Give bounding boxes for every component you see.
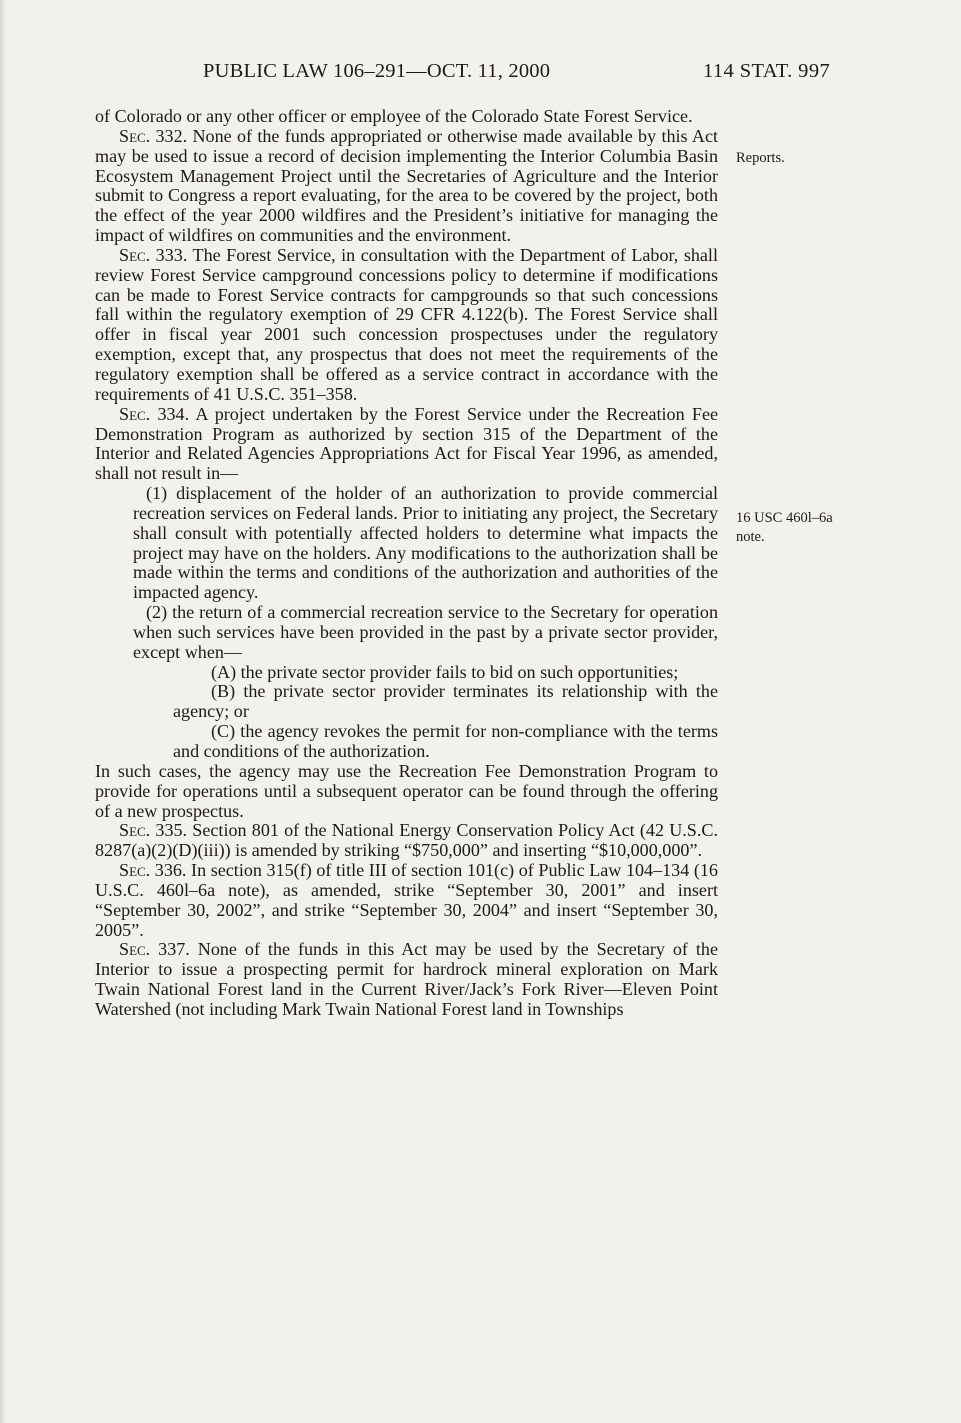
- law-body-text: [95, 107, 718, 1020]
- margin-note-reports: Reports.: [736, 150, 785, 166]
- section-335-label: Sec. 335.: [119, 820, 188, 841]
- paragraph-continuation: of Colorado or any other officer or employee of the Colorado State Forest Service.: [95, 106, 693, 126]
- margin-note-usc: [736, 509, 866, 547]
- list-item-c: (C) the agency revokes the permit for non-compliance with the terms and conditions of the authorization.: [173, 721, 718, 761]
- section-334-label: Sec. 334.: [119, 403, 190, 424]
- section-332-text: None of the funds appropriated or otherwise made available by this Act may be used to issue a record of decision implementing the Interior Columbia Basin Ecosystem Management Project until the Secretaries of Agriculture and the Interior submit to Congress a report evaluating, for the area to be covered by the project, both the effect of the year 2000 wildfires and the President’s initiative for managing the impact of wildfires on communities and the environment.: [95, 125, 719, 246]
- section-337: [95, 940, 718, 1019]
- section-333: [95, 246, 718, 405]
- scan-edge: [0, 0, 6, 1423]
- section-337-text: None of the funds in this Act may be used by the Secretary of the Interior to issue a prospecting permit for hardrock mineral exploration on Mark Twain National Forest land in the Current River/Jack’s Fork River—Eleven Point Watershed (not including Mark Twain National Forest land in Townships: [95, 939, 718, 1019]
- section-334: [95, 405, 718, 484]
- section-335-text: Section 801 of the National Energy Conservation Policy Act (42 U.S.C. 8287(a)(2)(D)(iii)) is amended by striking “$750,000” and inserting “$10,000,000”.: [95, 820, 718, 861]
- section-336: [95, 861, 718, 940]
- section-337-label: Sec. 337.: [119, 939, 190, 960]
- section-333-text: The Forest Service, in consultation with the Department of Labor, shall review Forest Service campground concessions policy to determine if modifications can be made to Forest Service contracts for campgrounds so that such concessions fall within the regulatory exemption of 29 CFR 4.122(b). The Forest Service shall offer in fiscal year 2001 such concession prospectuses under the regulatory exemption, except that, any prospectus that does not meet the requirements of the regulatory exemption shall be offered as a service contract in accordance with the requirements of 41 U.S.C. 351–358.: [95, 244, 718, 404]
- running-header-title: PUBLIC LAW 106–291—OCT. 11, 2000: [203, 60, 551, 82]
- section-336-label: Sec. 336.: [119, 860, 187, 881]
- section-336-text: In section 315(f) of title III of section 101(c) of Public Law 104–134 (16 U.S.C. 460l–6a note), as amended, strike “September 30, 2001” and insert “September 30, 2002”, and strike “September 30, 2004” and insert “September 30, 2005”.: [95, 860, 718, 940]
- list-item-b: (B) the private sector provider terminates its relationship with the agency; or: [173, 681, 718, 722]
- list-item-2: (2) the return of a commercial recreation service to the Secretary for operation when such services have been provided in the past by a private sector provider, except when—: [133, 602, 718, 662]
- margin-note-usc-line2: note.: [736, 529, 765, 545]
- after-list-paragraph: In such cases, the agency may use the Recreation Fee Demonstration Program to provide for operations until a subsequent operator can be found through the offering of a new prospectus.: [95, 760, 718, 821]
- section-334-text: A project undertaken by the Forest Service under the Recreation Fee Demonstration Program as authorized by section 315 of the Department of the Interior and Related Agencies Appropriations Act for Fiscal Year 1996, as amended, shall not result in—: [95, 403, 719, 484]
- statute-page-number: 114 STAT. 997: [703, 60, 831, 82]
- margin-note-usc-line1: 16 USC 460l–6a: [736, 510, 833, 526]
- list-item-1: (1) displacement of the holder of an authorization to provide commercial recreation services on Federal lands. Prior to initiating any project, the Secretary shall consult with potentially affected holders to determine what impacts the project may have on the holders. Any modifications to the authorization shall be made within the terms and conditions of the authorization and authorities of the impacted agency.: [133, 483, 718, 603]
- section-332-label: Sec. 332.: [119, 125, 188, 146]
- list-item-a: (A) the private sector provider fails to bid on such opportunities;: [211, 661, 679, 682]
- section-333-label: Sec. 333.: [119, 244, 188, 265]
- section-335: [95, 821, 718, 861]
- section-332: [95, 127, 718, 246]
